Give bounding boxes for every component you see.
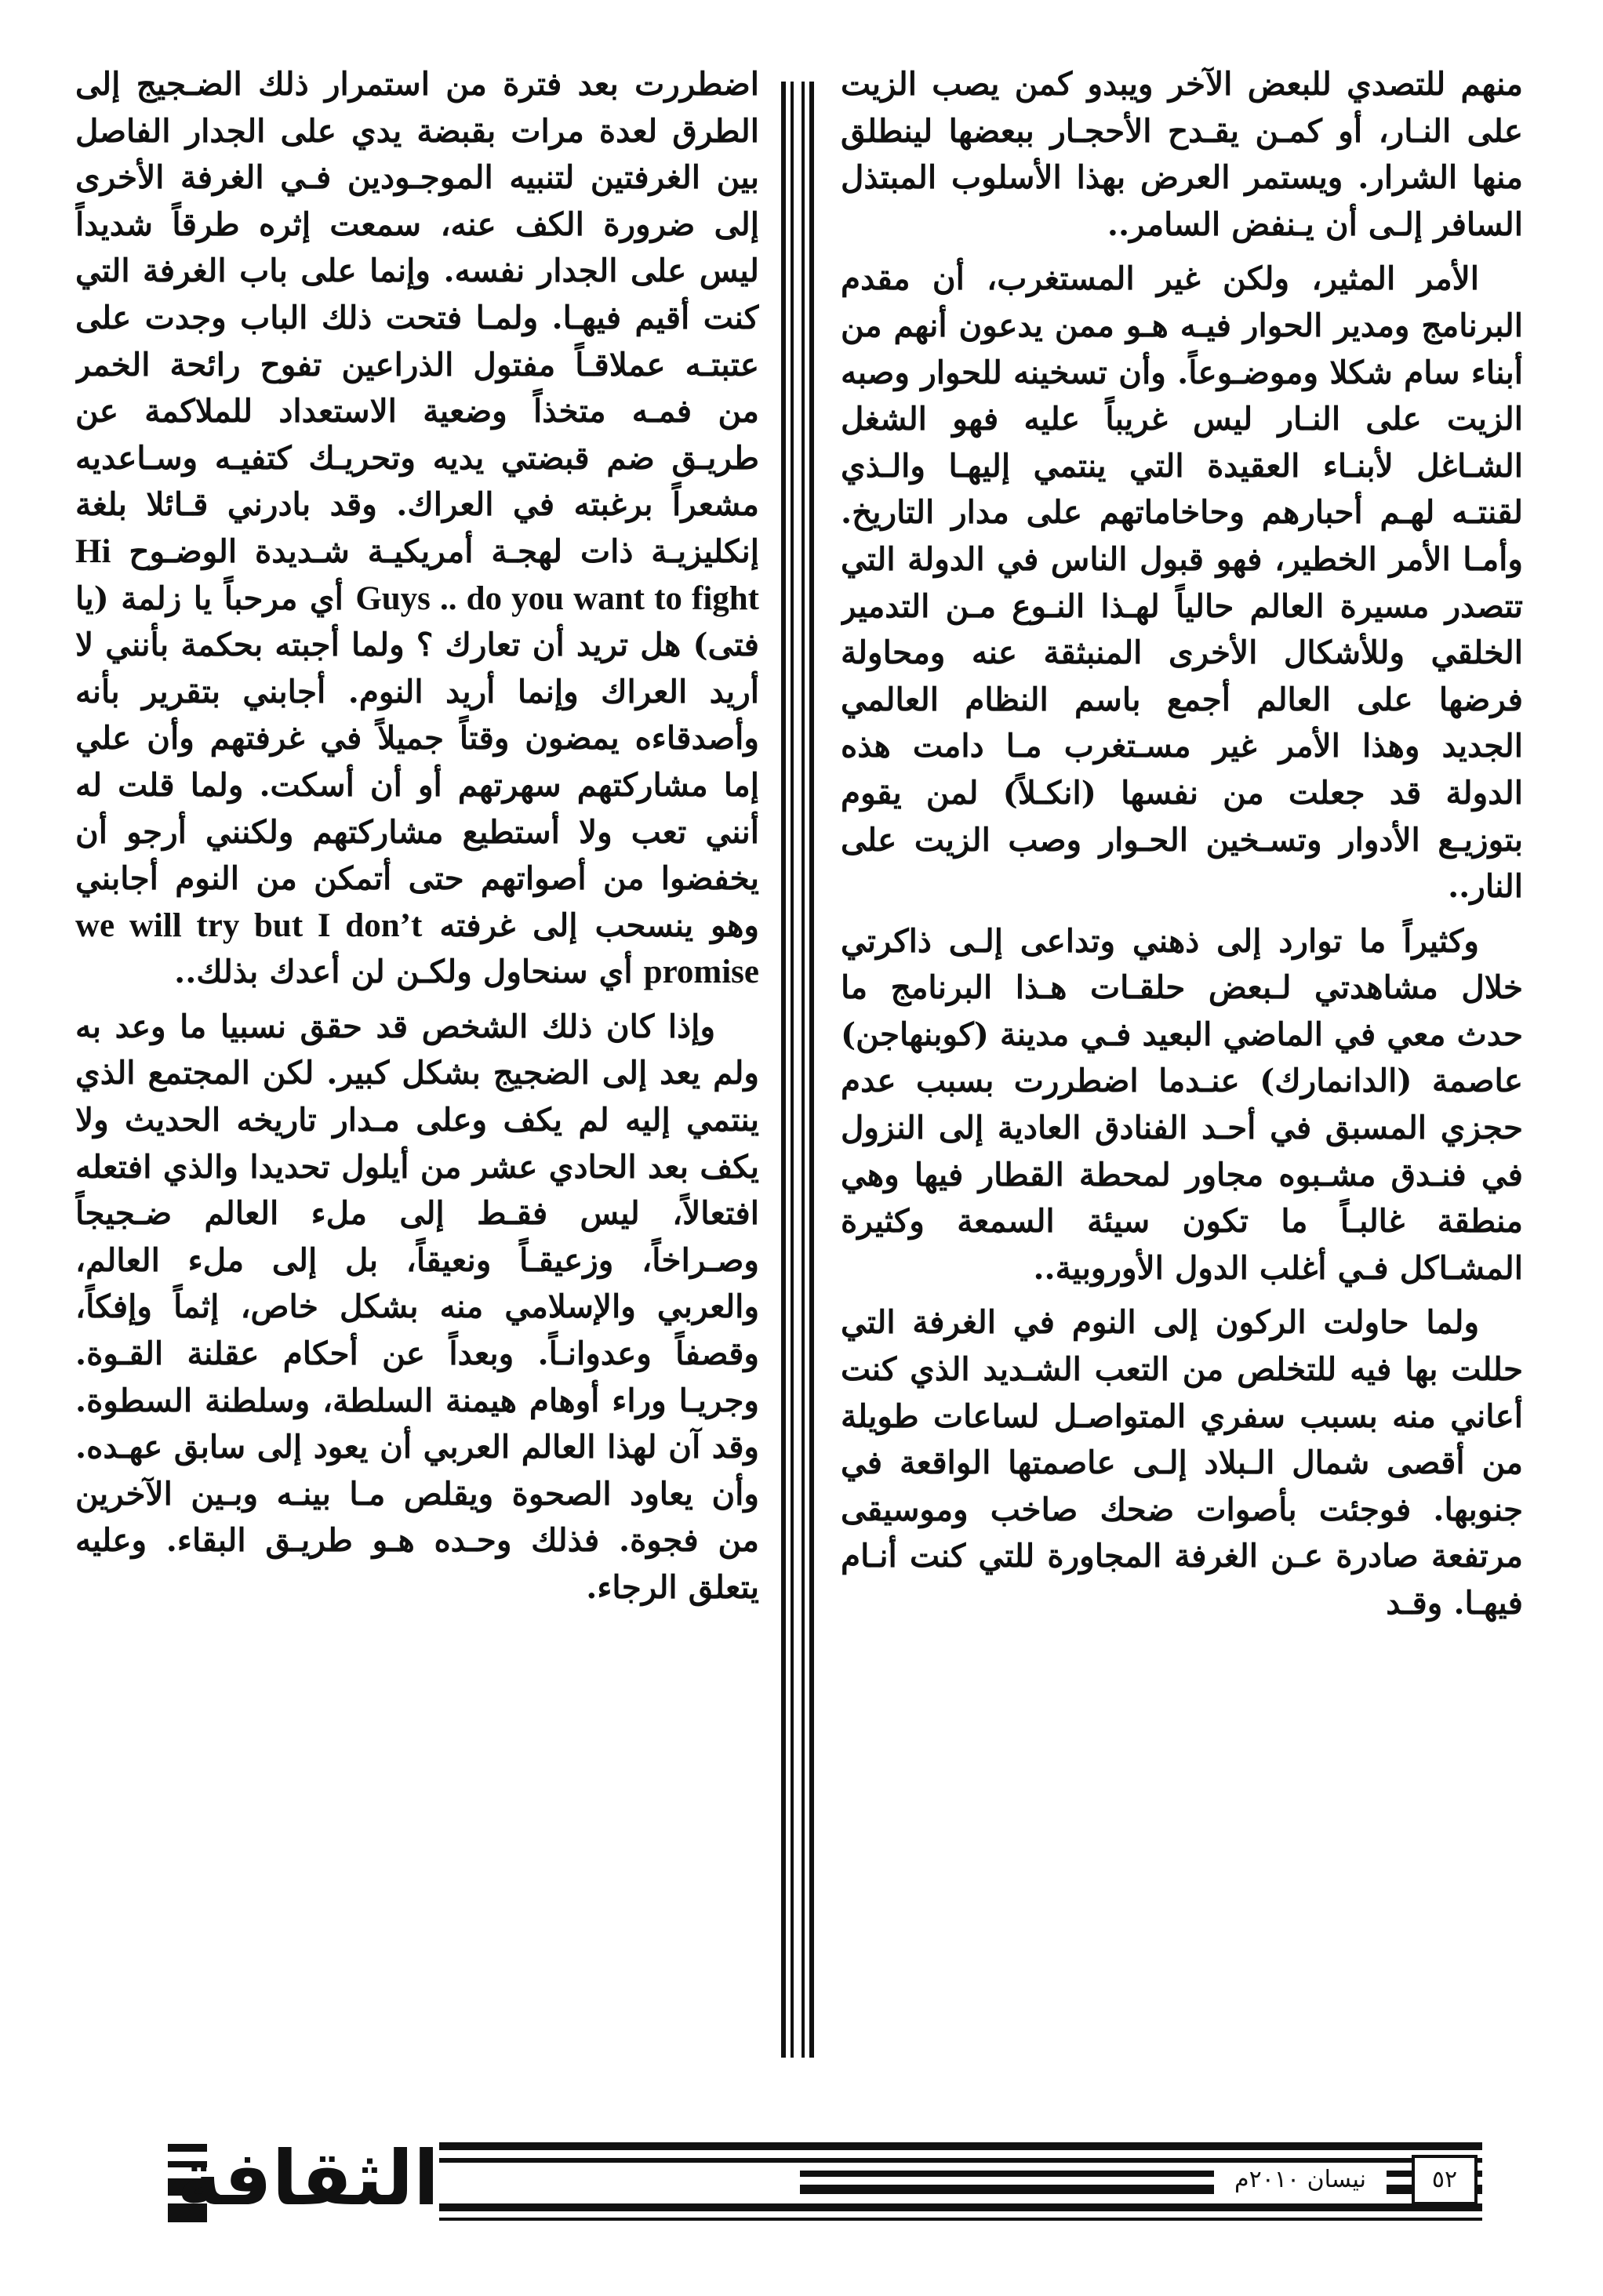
footer-rule <box>439 2218 1482 2221</box>
english-quote: Hi Guys .. do you want to fight <box>75 532 759 617</box>
paragraph-text: أي سنحاول ولكـن لن أعدك بذلك.. <box>174 953 633 991</box>
paragraph: وإذا كان ذلك الشخص قد حقق نسبيا ما وعد به ولم يعد إلى الضجيج بشكل كبير. لكن المجتمع الذي ينتمي إليه لم يكف وعلى مـدار تاريخه الحديث ولا يكف بعد الحادي عشر من أيلول تحديدا والذي افتعله افتعالاً، ليس فقـط إلى ملء العالم ضـجيجاً وصـراخاً، وزعيقـاً ونعيقاً، بل إلى ملء العالم، والعربي والإسلامي منه بشكل خاص، إثماً وإفكاً، وقصفاً وعدوانـاً. وبعداً عن أحكام عقلنة القـوة. وجريـا وراء أوهام هيمنة السلطة، وسلطنة السطوة. وقد آن لهذا العالم العربي أن يعود إلى سابق عهـده. وأن يعاود الصحوة ويقلص مـا بينـه وبـين الآخرين من فجوة. فذلك وحـده هـو طريـق البقاء. وعليه يتعلق الرجاء. <box>75 1007 759 1606</box>
magazine-name: الثقافة <box>176 2134 439 2222</box>
text-column-right <box>841 61 1523 2069</box>
page-footer <box>0 2133 1603 2227</box>
separator-line <box>781 82 786 2058</box>
paragraph <box>75 61 759 996</box>
footer-rule <box>439 2142 1482 2150</box>
paragraph: منهم للتصدي للبعض الآخر ويبدو كمن يصب الزيت على النـار، أو كمـن يقـدح الأحجـار ببعضها لينطلق منها الشرار. ويستمر العرض بهذا الأسلوب المبتذل السافر إلـى أن يـنفض السامر.. <box>841 65 1523 243</box>
paragraph: وكثيراً ما توارد إلى ذهني وتداعى إلـى ذاكرتي خلال مشاهدتي لـبعض حلقـات هـذا البرنامج ما حدث معي في الماضي البعيد فـي مدينة (كوبنهاجن) عاصمة (الدانمارك) عنـدما اضطررت بسبب عدم حجزي المسبق في أحـد الفنادق العادية إلى النزول في فنـدق مشـبوه مجاور لمحطة القطار فيها وهي منطقة غالبـاً ما تكون سيئة السمعة وكثيرة المشـاكل فـي أغلب الدول الأوروبية.. <box>841 921 1523 1287</box>
paragraph: ولما حاولت الركون إلى النوم في الغرفة التي حللت بها فيه للتخلص من التعب الشـديد الذي كنت أعاني منه بسبب سفري المتواصـل لساعات طويلة من أقصى شمال الـبلاد إلـى عاصمتها الواقعة في جنوبها. فوجئت بأصوات ضحك صاخب وموسيقى مرتفعة صادرة عـن الغرفة المجاورة للتي كنت أنـام فيهـا. وقـد <box>841 1303 1523 1622</box>
issue-date: نيسان ٢٠١٠م <box>1214 2164 1387 2196</box>
paragraph-text: اضطررت بعد فترة من استمرار ذلك الضـجيج إلى الطرق لعدة مرات بقبضة يدي على الجدار الفاصل بين الغرفتين لتنبيه الموجـودين فـي الغرفة الأخرى إلى ضرورة الكف عنه، سمعت إثره طرقاً شديداً ليس على الجدار نفسه. وإنما على باب الغرفة التي كنت أقيم فيهـا. ولمـا فتحت ذلك الباب وجدت على عتبتـه عملاقـاً مفتول الذراعين تفوح رائحة الخمر من فمـه متخذاً وضعية الاستعداد للملاكمة عن طريـق ضم قبضتي يديه وتحريـك كتفيـه وسـاعديه مشعراً برغبته في العراك. وقد بادرني قـائلا بلغة إنكليزيـة ذات لهجـة أمريكيـة شـديدة الوضـوح <box>75 65 759 570</box>
footer-rule <box>439 2203 1482 2211</box>
page-number: ٥٢ <box>1412 2155 1478 2205</box>
separator-line <box>791 82 794 2058</box>
footer-rule <box>439 2158 1482 2163</box>
separator-line <box>809 82 814 2058</box>
paragraph: الأمر المثير، ولكن غير المستغرب، أن مقدم البرنامج ومدير الحوار فيـه هـو ممن يدعون أنهم من أبناء سام شكلا وموضـوعاً. وأن تسخينه للحوار وصبه الزيت على النـار ليس غريباً عليه فهو الشغل الشـاغل لأبنـاء العقيدة التي ينتمي إليهـا والـذي لقنتـه لهـم أحبارهم وحاخاماتهم على مدار التاريخ. وأمـا الأمر الخطير، فهو قبول الناس في الدولة التي تتصدر مسيرة العالم حالياً لهـذا النـوع مـن التدمير الخلقي وللأشكال الأخرى المنبثقة عنه ومحاولة فرضها على العالم أجمع باسم النظام العالمي الجديد وهذا الأمر غير مسـتغرب مـا دامت هذه الدولة قد جعلت من نفسها (انكـلاً) لمن يقوم بتوزيـع الأدوار وتسـخين الحـوار وصب الزيت على النار.. <box>841 260 1523 906</box>
english-quote: we will try but I don’t promise <box>75 906 759 991</box>
paragraph-text: أي مرحباً يا زلمة (يا فتى) هل تريد أن تعارك ؟ ولما أجبته بحكمة بأنني لا أريد العراك وإنما أريد النوم. أجابني بتقرير بأنه وأصدقاءه يمضون وقتاً جميلاً في غرفتهم وأن علي إما مشاركتهم سهرتهم أو أن أسكت. ولما قلت له أنني تعب ولا أستطيع مشاركتهم ولكنني أرجو أن يخفضوا من أصواتهم حتى أتمكن من النوم أجابني وهو ينسحب إلى غرفته <box>75 579 759 944</box>
text-column-left <box>75 61 759 2069</box>
column-separator <box>775 82 825 2058</box>
separator-line <box>802 82 805 2058</box>
